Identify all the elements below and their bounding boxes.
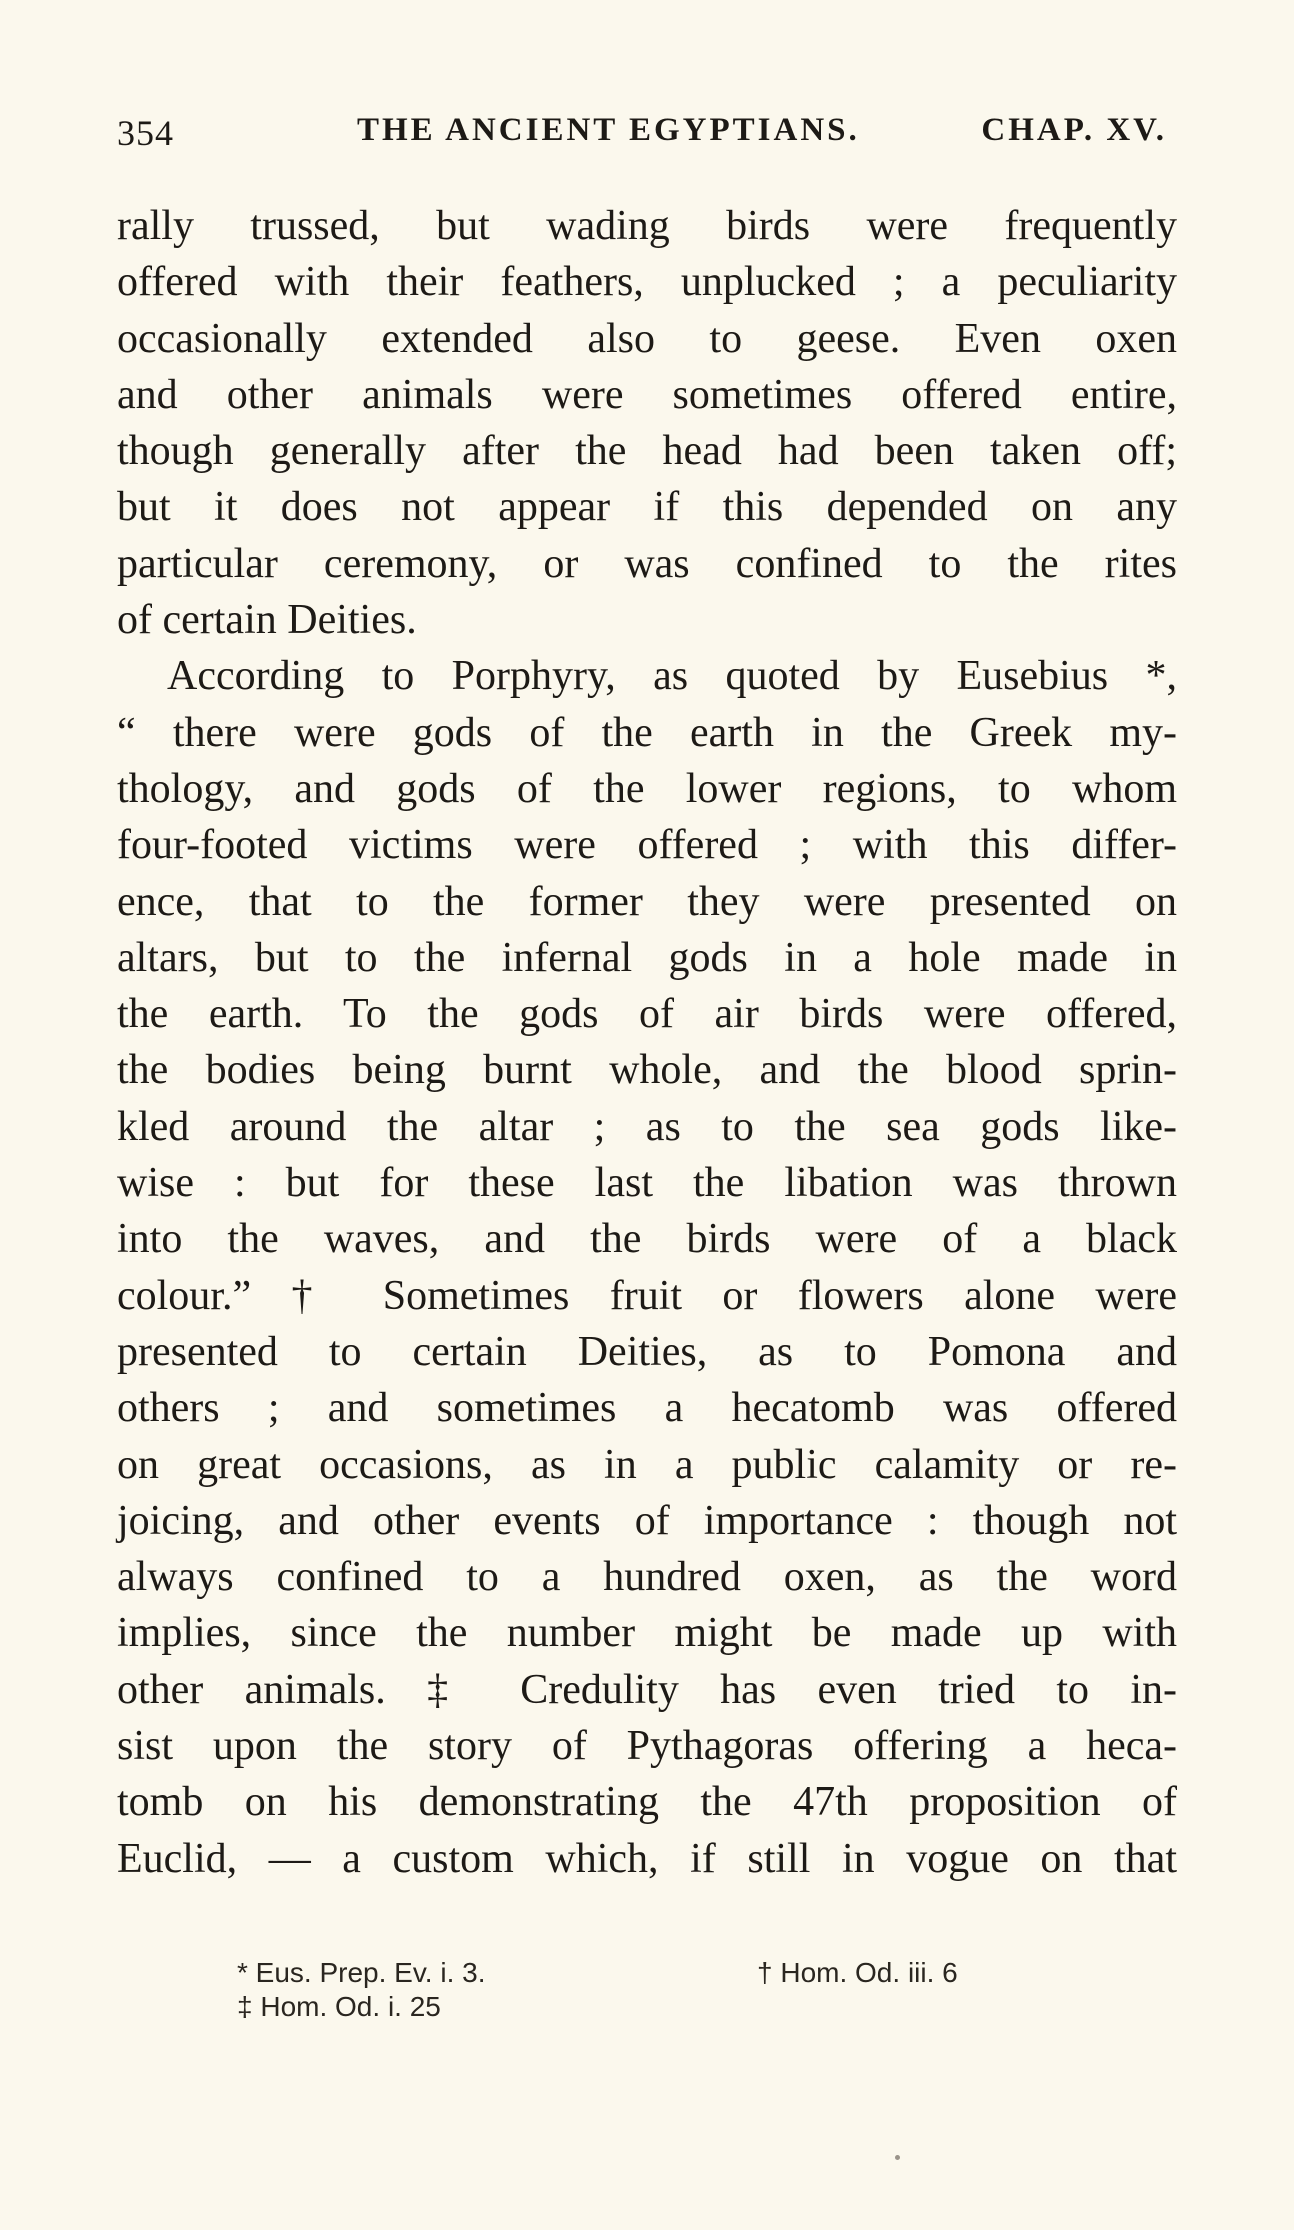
- text-line: into the waves, and the birds were of a black: [117, 1216, 1177, 1263]
- text-line: four-footed victims were offered ; with this differ-: [117, 822, 1177, 869]
- text-line: occasionally extended also to geese. Even oxen: [117, 315, 1177, 362]
- text-line: tomb on his demonstrating the 47th proposition of: [117, 1779, 1177, 1826]
- footnote-row: [237, 1957, 1117, 1991]
- text-line: though generally after the head had been taken off;: [117, 428, 1177, 475]
- footnotes: [237, 1957, 1117, 2025]
- page-number: 354: [117, 113, 174, 153]
- text-line: wise : but for these last the libation was thrown: [117, 1160, 1177, 1207]
- text-line: joicing, and other events of importance : though not: [117, 1497, 1177, 1544]
- text-line: but it does not appear if this depended on any: [117, 484, 1177, 531]
- print-speck: [895, 2155, 900, 2160]
- text-line: implies, since the number might be made up with: [117, 1610, 1177, 1657]
- text-line: presented to certain Deities, as to Pomona and: [117, 1328, 1177, 1375]
- paragraph-2: [117, 648, 1177, 1887]
- text-line: sist upon the story of Pythagoras offering a heca-: [117, 1723, 1177, 1770]
- paragraph-1: [117, 198, 1177, 648]
- text-line: ence, that to the former they were presented on: [117, 878, 1177, 925]
- text-line: rally trussed, but wading birds were frequently: [117, 203, 1177, 249]
- text-line: particular ceremony, or was confined to the rites: [117, 540, 1177, 587]
- footnote-dagger: † Hom. Od. iii. 6: [757, 1957, 958, 1988]
- text-line: offered with their feathers, unplucked ; a peculiarity: [117, 259, 1177, 306]
- text-line: Euclid, — a custom which, if still in vogue on that: [117, 1835, 1177, 1882]
- text-line: other animals. ‡ Credulity has even tried to in-: [117, 1666, 1177, 1713]
- text-line: colour.” † Sometimes fruit or flowers alone were: [117, 1272, 1177, 1319]
- text-line: kled around the altar ; as to the sea gods like-: [117, 1103, 1177, 1150]
- text-line: altars, but to the infernal gods in a hole made in: [117, 934, 1177, 981]
- body-text: [117, 198, 1177, 1887]
- text-line: the earth. To the gods of air birds were offered,: [117, 991, 1177, 1038]
- text-line: thology, and gods of the lower regions, to whom: [117, 765, 1177, 812]
- text-line: “ there were gods of the earth in the Greek my-: [117, 709, 1177, 756]
- chapter-label: CHAP. XV.: [981, 112, 1167, 148]
- text-line: and other animals were sometimes offered entire,: [117, 371, 1177, 418]
- text-line: on great occasions, as in a public calamity or re-: [117, 1441, 1177, 1488]
- text-line: others ; and sometimes a hecatomb was offered: [117, 1385, 1177, 1432]
- running-header: [117, 112, 1167, 162]
- footnote-double-dagger: ‡ Hom. Od. i. 25: [237, 1991, 441, 2022]
- text-line: According to Porphyry, as quoted by Eusebius *,: [167, 653, 1177, 700]
- footnote-row: [237, 1991, 1117, 2025]
- footnote-star: * Eus. Prep. Ev. i. 3.: [237, 1957, 486, 1988]
- text-line: of certain Deities.: [117, 597, 417, 644]
- text-line: always confined to a hundred oxen, as the word: [117, 1554, 1177, 1601]
- running-title: THE ANCIENT EGYPTIANS.: [357, 112, 860, 148]
- text-line: the bodies being burnt whole, and the blood sprin-: [117, 1047, 1177, 1094]
